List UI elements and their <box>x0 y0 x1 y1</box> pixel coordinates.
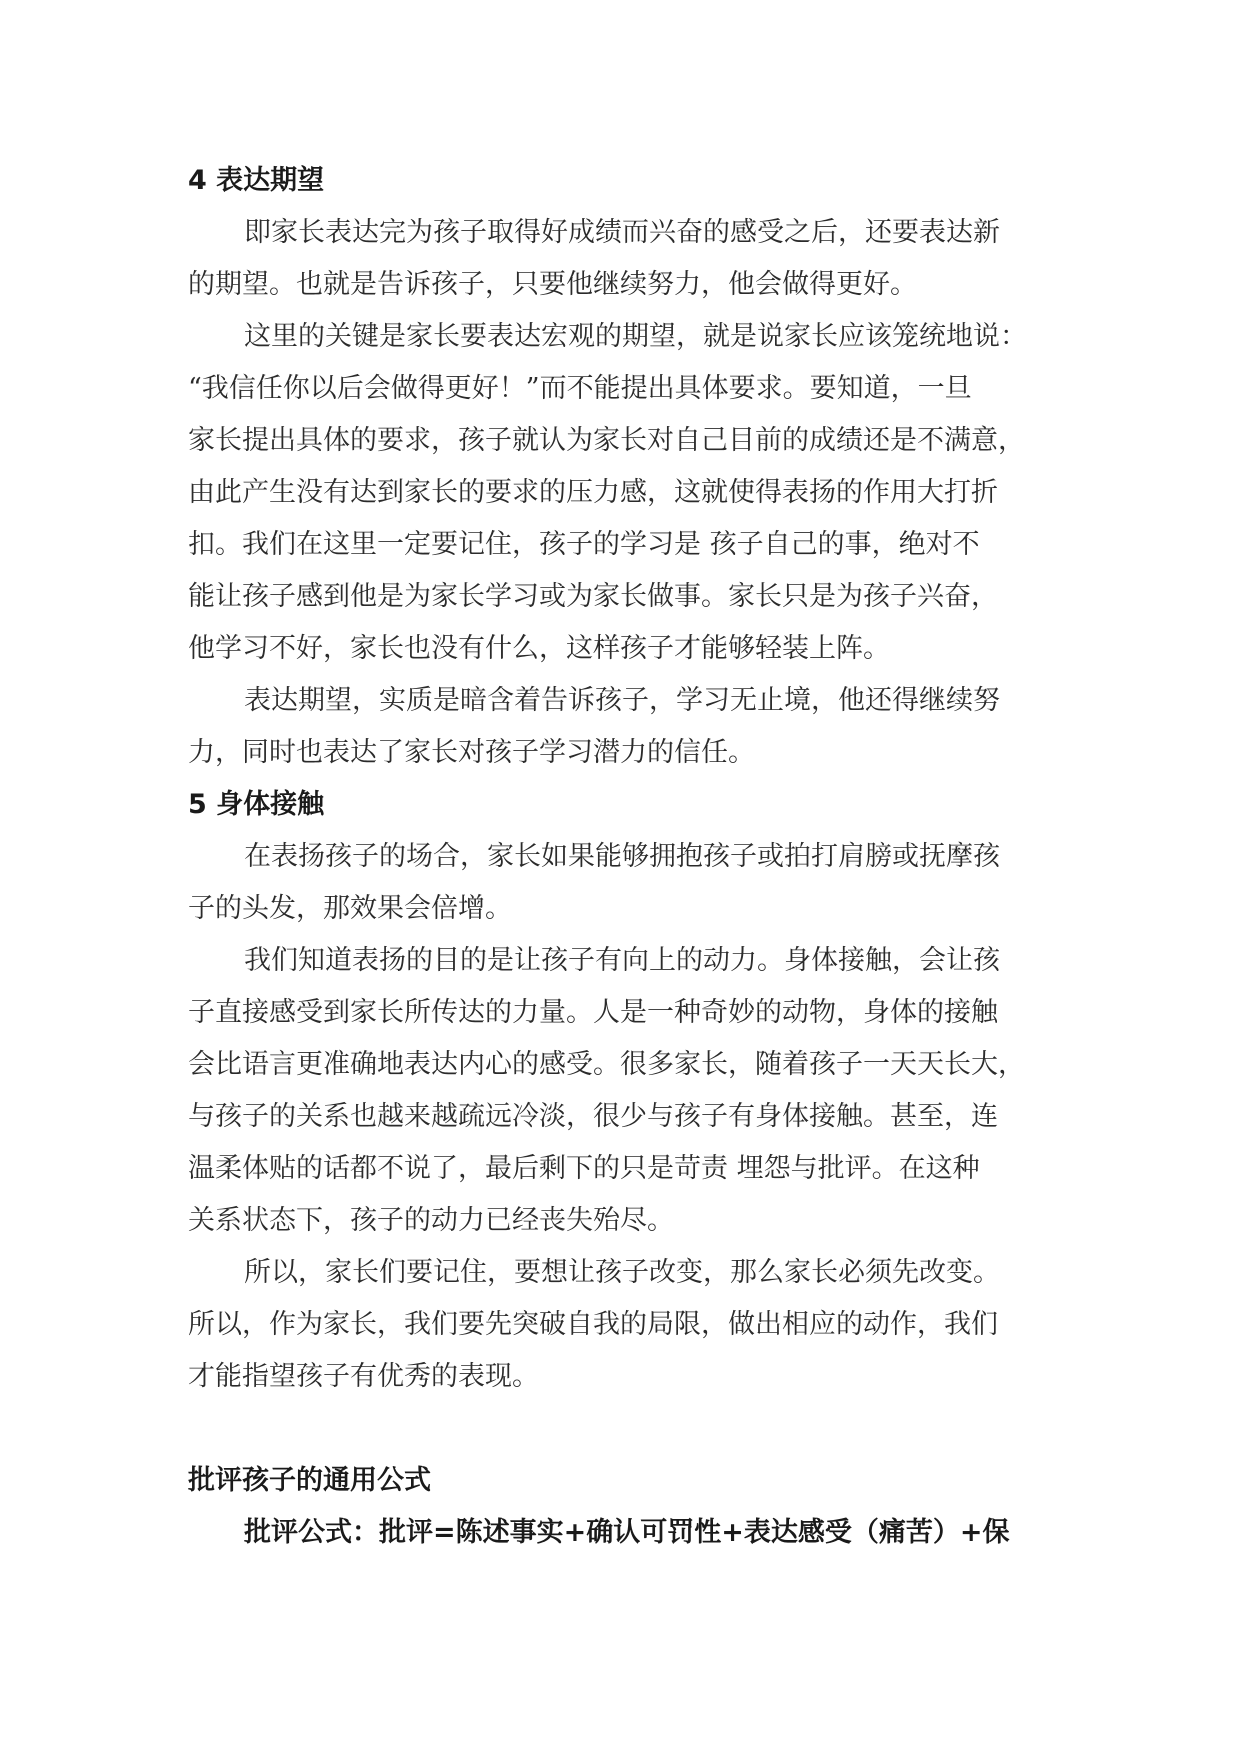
text-line: 会比语言更准确地表达内心的感受。很多家长，随着孩子一天天长大， <box>188 1049 1025 1080</box>
blank-line <box>188 1403 1056 1455</box>
paragraph <box>188 935 1056 1247</box>
text-line: 才能指望孩子有优秀的表现。 <box>188 1361 539 1392</box>
document-body <box>188 155 1056 1559</box>
text-line: 的期望。也就是告诉孩子，只要他继续努力，他会做得更好。 <box>188 269 917 300</box>
text-line: 所以，作为家长，我们要先突破自我的局限，做出相应的动作，我们 <box>188 1309 998 1340</box>
section-heading-physical-contact: 5 身体接触 <box>188 789 325 820</box>
text-line: 这里的关键是家长要表达宏观的期望，就是说家长应该笼统地说： <box>244 321 1027 352</box>
text-line: 力，同时也表达了家长对孩子学习潜力的信任。 <box>188 737 755 768</box>
text-line: 他学习不好，家长也没有什么，这样孩子才能够轻装上阵。 <box>188 633 890 664</box>
text-line: 所以，家长们要记住，要想让孩子改变，那么家长必须先改变。 <box>244 1257 1000 1288</box>
paragraph <box>188 1247 1056 1403</box>
text-line: 子直接感受到家长所传达的力量。人是一种奇妙的动物，身体的接触 <box>188 997 998 1028</box>
text-line: 与孩子的关系也越来越疏远冷淡，很少与孩子有身体接触。甚至，连 <box>188 1101 998 1132</box>
text-line: 扣。我们在这里一定要记住，孩子的学习是 孩子自己的事，绝对不 <box>188 529 980 560</box>
paragraph <box>188 675 1056 779</box>
text-line: 由此产生没有达到家长的要求的压力感，这就使得表扬的作用大打折 <box>188 477 998 508</box>
text-line: 关系状态下，孩子的动力已经丧失殆尽。 <box>188 1205 674 1236</box>
text-line: “我信任你以后会做得更好！”而不能提出具体要求。要知道，一旦 <box>188 373 972 404</box>
paragraph <box>188 207 1056 311</box>
text-line: 家长提出具体的要求，孩子就认为家长对自己目前的成绩还是不满意， <box>188 425 1025 456</box>
paragraph <box>188 831 1056 935</box>
text-line: 能让孩子感到他是为家长学习或为家长做事。家长只是为孩子兴奋， <box>188 581 998 612</box>
text-line: 子的头发，那效果会倍增。 <box>188 893 512 924</box>
text-line: 表达期望，实质是暗含着告诉孩子，学习无止境，他还得继续努 <box>244 685 1000 716</box>
paragraph <box>188 311 1056 675</box>
text-line: 在表扬孩子的场合，家长如果能够拥抱孩子或拍打肩膀或抚摩孩 <box>244 841 1000 872</box>
criticism-formula: 批评公式：批评=陈述事实+确认可罚性+表达感受（痛苦）+保 <box>244 1517 1010 1548</box>
text-line: 即家长表达完为孩子取得好成绩而兴奋的感受之后，还要表达新 <box>244 217 1000 248</box>
section-heading-expectation: 4 表达期望 <box>188 165 325 196</box>
section-heading-criticism-formula: 批评孩子的通用公式 <box>188 1465 431 1496</box>
text-line: 温柔体贴的话都不说了，最后剩下的只是苛责 埋怨与批评。在这种 <box>188 1153 980 1184</box>
text-line: 我们知道表扬的目的是让孩子有向上的动力。身体接触，会让孩 <box>244 945 1000 976</box>
